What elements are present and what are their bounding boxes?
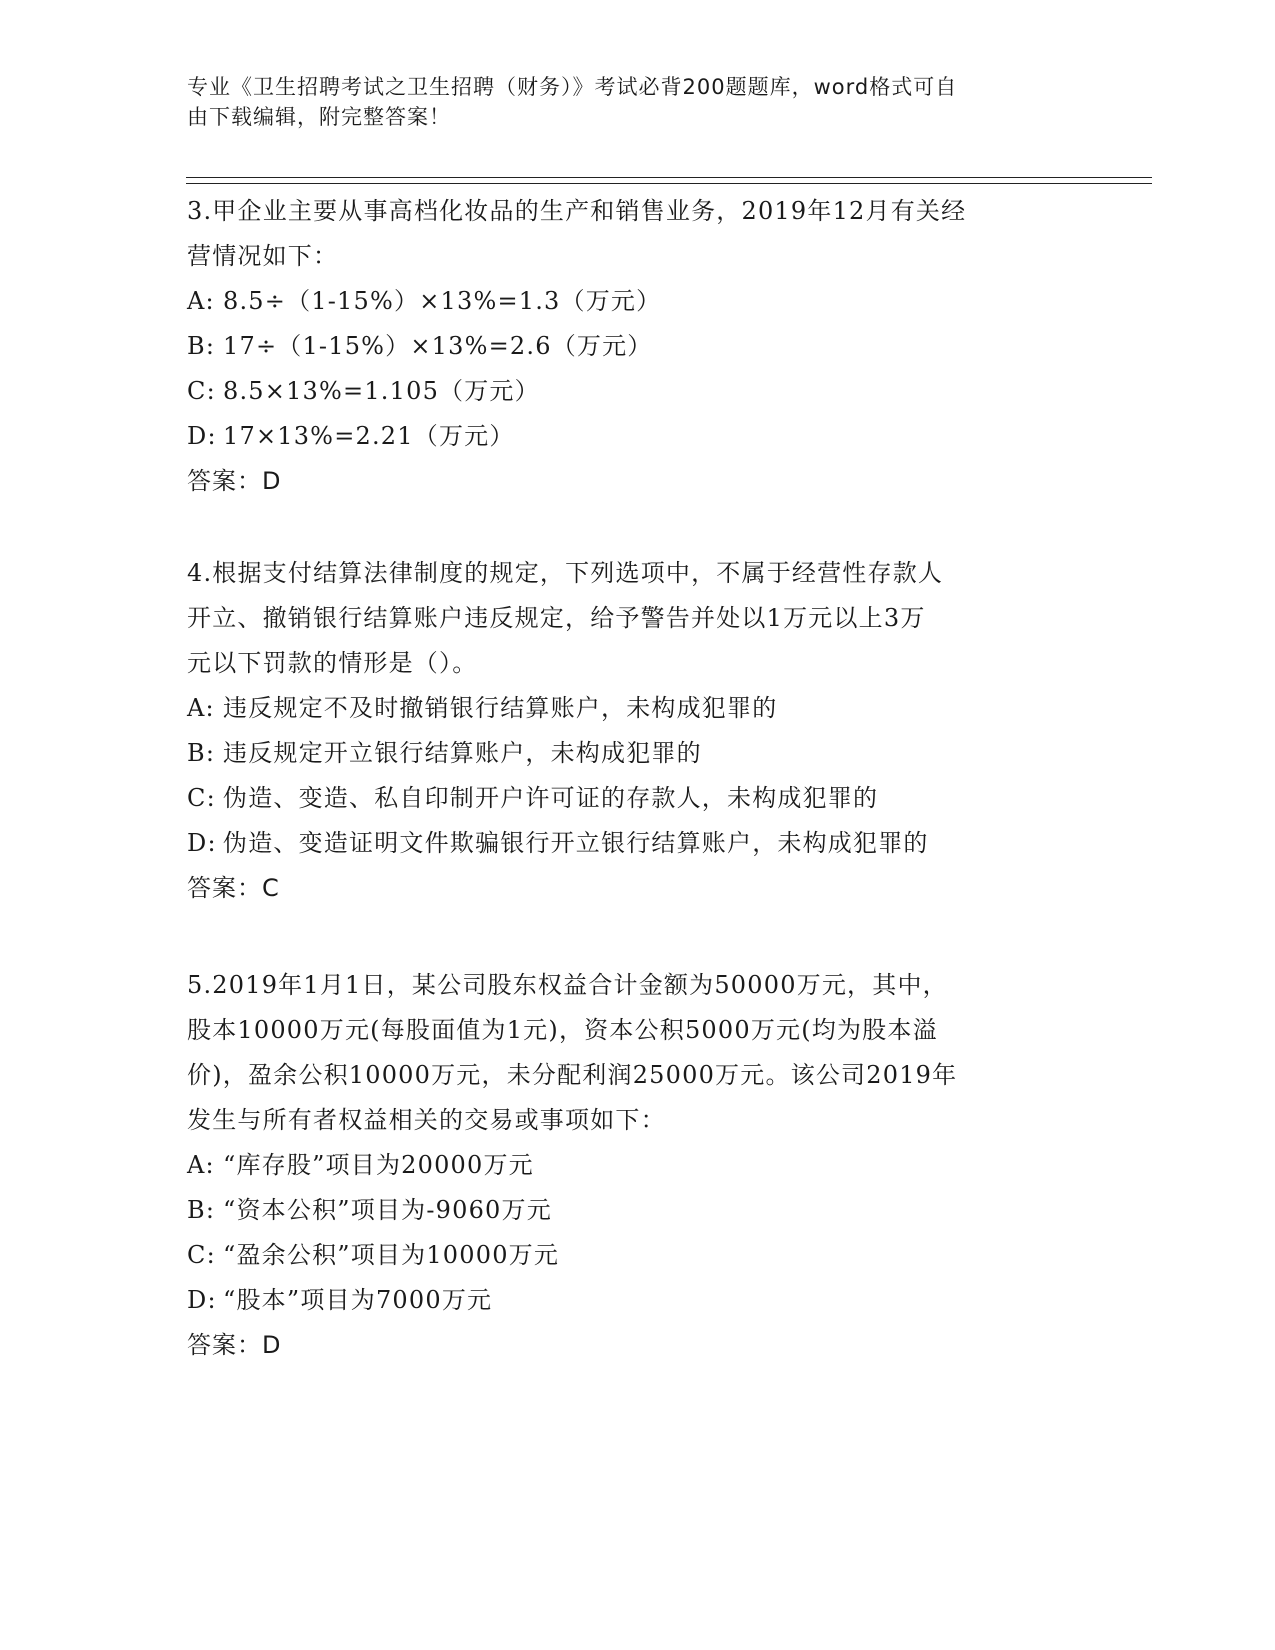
option-c	[187, 776, 1087, 821]
option-text: 伪造、变造证明文件欺骗银行开立银行结算账户，未构成犯罪的	[223, 829, 929, 857]
answer-line: 答案：C	[187, 874, 280, 902]
question-stem-line: 营情况如下：	[187, 242, 339, 270]
option-letter: B:	[187, 1196, 216, 1224]
option-text: 8.5×13%=1.105（万元）	[223, 377, 540, 405]
question-stem-line: 3.甲企业主要从事高档化妆品的生产和销售业务，2019年12月有关经	[187, 197, 967, 225]
option-text: 17×13%=2.21（万元）	[223, 422, 515, 450]
header-divider-bottom	[186, 183, 1152, 184]
question-stem-line: 价)，盈余公积10000万元，未分配利润25000万元。该公司2019年	[187, 1061, 958, 1089]
option-letter: A:	[187, 1151, 215, 1179]
header-title-line-2: 由下载编辑，附完整答案！	[187, 105, 451, 129]
option-a	[187, 279, 1087, 324]
document-header	[187, 72, 1067, 132]
question-5	[187, 963, 1087, 1368]
option-letter: D:	[187, 1286, 217, 1314]
question-stem-line: 开立、撤销银行结算账户违反规定，给予警告并处以1万元以上3万	[187, 604, 926, 632]
option-d	[187, 821, 1087, 866]
question-stem-line: 股本10000万元(每股面值为1元)，资本公积5000万元(均为股本溢	[187, 1016, 938, 1044]
option-d	[187, 1278, 1087, 1323]
option-text: 违反规定不及时撤销银行结算账户，未构成犯罪的	[223, 694, 778, 722]
question-stem-line: 发生与所有者权益相关的交易或事项如下：	[187, 1106, 666, 1134]
option-text: 伪造、变造、私自印制开户许可证的存款人，未构成犯罪的	[223, 784, 879, 812]
question-4	[187, 551, 1087, 911]
option-text: 违反规定开立银行结算账户，未构成犯罪的	[223, 739, 702, 767]
option-letter: D:	[187, 422, 217, 450]
option-letter: C:	[187, 377, 216, 405]
question-stem-line: 5.2019年1月1日，某公司股东权益合计金额为50000万元，其中，	[187, 971, 948, 999]
option-c	[187, 369, 1087, 414]
option-letter: D:	[187, 829, 217, 857]
option-text: “库存股”项目为20000万元	[223, 1151, 534, 1179]
header-divider-top	[186, 177, 1152, 178]
option-letter: A:	[187, 694, 215, 722]
option-a	[187, 686, 1087, 731]
option-letter: B:	[187, 332, 216, 360]
option-b	[187, 1188, 1087, 1233]
option-letter: A:	[187, 287, 215, 315]
option-text: 17÷（1-15%）×13%=2.6（万元）	[223, 332, 653, 360]
option-text: 8.5÷（1-15%）×13%=1.3（万元）	[223, 287, 662, 315]
option-text: “资本公积”项目为-9060万元	[223, 1196, 552, 1224]
question-stem-line: 4.根据支付结算法律制度的规定，下列选项中，不属于经营性存款人	[187, 559, 944, 587]
option-letter: C:	[187, 1241, 216, 1269]
option-b	[187, 731, 1087, 776]
option-text: “盈余公积”项目为10000万元	[223, 1241, 560, 1269]
answer-line: 答案：D	[187, 467, 282, 495]
option-b	[187, 324, 1087, 369]
option-letter: B:	[187, 739, 216, 767]
option-a	[187, 1143, 1087, 1188]
question-stem-line: 元以下罚款的情形是（）。	[187, 649, 478, 677]
option-letter: C:	[187, 784, 216, 812]
question-3	[187, 189, 1087, 504]
answer-line: 答案：D	[187, 1331, 282, 1359]
option-c	[187, 1233, 1087, 1278]
option-text: “股本”项目为7000万元	[223, 1286, 493, 1314]
header-title-line-1: 专业《卫生招聘考试之卫生招聘（财务）》考试必背200题题库，word格式可自	[187, 75, 958, 99]
option-d	[187, 414, 1087, 459]
